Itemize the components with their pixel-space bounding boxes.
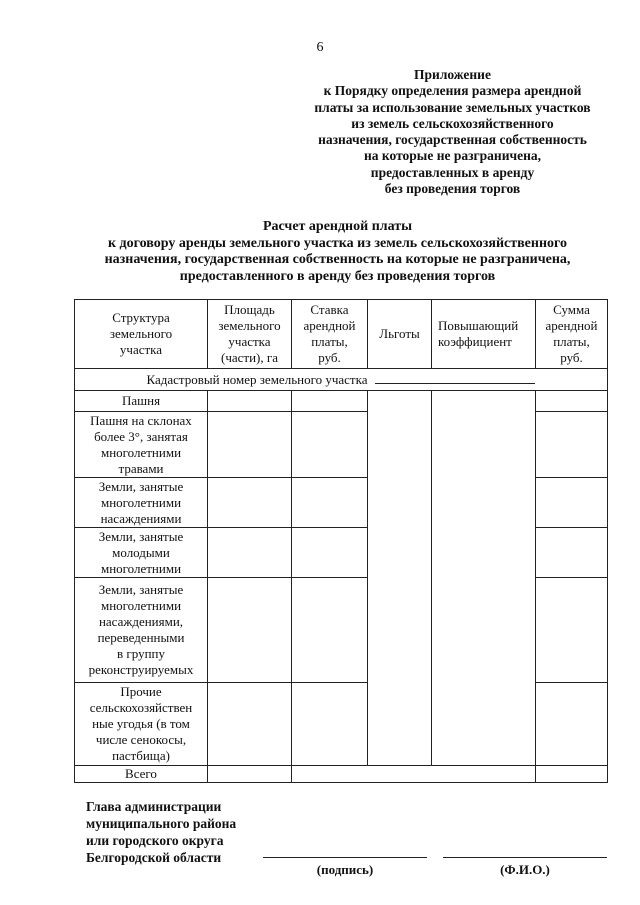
land-type-cell: Пашня на склонах более 3°, занятая многолетними травами [75, 412, 208, 478]
appendix-line: платы за использование земельных участков [314, 99, 591, 115]
appendix-line: из земель сельскохозяйственного [351, 115, 554, 131]
total-label-cell: Всего [75, 766, 208, 783]
calculation-title [60, 219, 615, 285]
cadastral-row [75, 369, 608, 391]
signatory-line: муниципального района [86, 816, 237, 831]
area-cell [208, 683, 292, 766]
calculation-title-line: назначения, государственная собственность на которые не разграничена, [104, 252, 571, 267]
sum-cell [536, 478, 608, 528]
area-cell [208, 412, 292, 478]
signatory-line: Глава администрации [86, 799, 222, 814]
header-rate: Ставка арендной платы, руб. [292, 300, 368, 369]
calculation-title-line: к договору аренды земельного участка из земель сельскохозяйственного [107, 235, 568, 251]
signature-caption: (подпись) [316, 862, 374, 877]
land-type-cell: Прочие сельскохозяйствен ные угодья (в том числе сенокосы, пастбища) [75, 683, 208, 766]
appendix-line: Приложение [414, 67, 491, 82]
rate-cell [292, 478, 368, 528]
sum-cell [536, 412, 608, 478]
header-area: Площадь земельного участка (части), га [208, 300, 292, 369]
appendix-line: назначения, государственная собственность [318, 132, 587, 148]
land-type-cell: Земли, занятые молодыми многолетними [75, 528, 208, 578]
area-cell [208, 578, 292, 683]
calculation-title-line: предоставленного в аренду без проведения торгов [179, 268, 496, 284]
land-type-cell: Земли, занятые многолетними насаждениями [75, 478, 208, 528]
signatory-line: или городского округа [86, 833, 224, 848]
header-coefficient: Повышающий коэффициент [432, 300, 536, 369]
cadastral-number-field[interactable] [375, 372, 535, 384]
full-name-line[interactable] [443, 857, 607, 858]
appendix-line: без проведения торгов [384, 181, 521, 197]
rate-cell [292, 391, 368, 412]
appendix-line: предоставленных в аренду [370, 164, 535, 180]
benefits-cell [368, 391, 432, 766]
total-row [75, 766, 608, 783]
full-name-caption: (Ф.И.О.) [500, 862, 550, 877]
rate-cell [292, 578, 368, 683]
header-sum: Сумма арендной платы, руб. [536, 300, 608, 369]
sum-cell [536, 683, 608, 766]
land-type-cell: Пашня [75, 391, 208, 412]
signature-line[interactable] [263, 857, 427, 858]
signatory-line: Белгородской области [86, 850, 222, 865]
table-row [75, 391, 608, 412]
coefficient-cell [432, 391, 536, 766]
area-cell [208, 478, 292, 528]
signatory-block [86, 798, 236, 866]
sum-cell [536, 578, 608, 683]
land-type-cell: Земли, занятые многолетними насаждениями, переведенными в группу реконструируемых [75, 578, 208, 683]
sum-cell [536, 766, 608, 783]
table-header-row [75, 300, 608, 369]
header-structure: Структура земельного участка [75, 300, 208, 369]
area-cell [208, 391, 292, 412]
sum-cell [536, 391, 608, 412]
appendix-heading [280, 67, 625, 197]
cadastral-label: Кадастровый номер земельного участка [146, 371, 368, 387]
area-cell [208, 766, 292, 783]
rate-cell [292, 528, 368, 578]
header-benefits: Льготы [368, 300, 432, 369]
sum-cell [536, 528, 608, 578]
calculation-title-line: Расчет арендной платы [262, 219, 413, 234]
rent-calculation-table [74, 299, 608, 783]
rate-cell [292, 412, 368, 478]
area-cell [208, 528, 292, 578]
cadastral-number-cell [75, 369, 608, 391]
rate-cell [292, 683, 368, 766]
page-number: 6 [316, 40, 324, 55]
appendix-line: к Порядку определения размера арендной [323, 83, 582, 99]
total-merged-cell [292, 766, 536, 783]
appendix-line: на которые не разграничена, [364, 148, 541, 164]
